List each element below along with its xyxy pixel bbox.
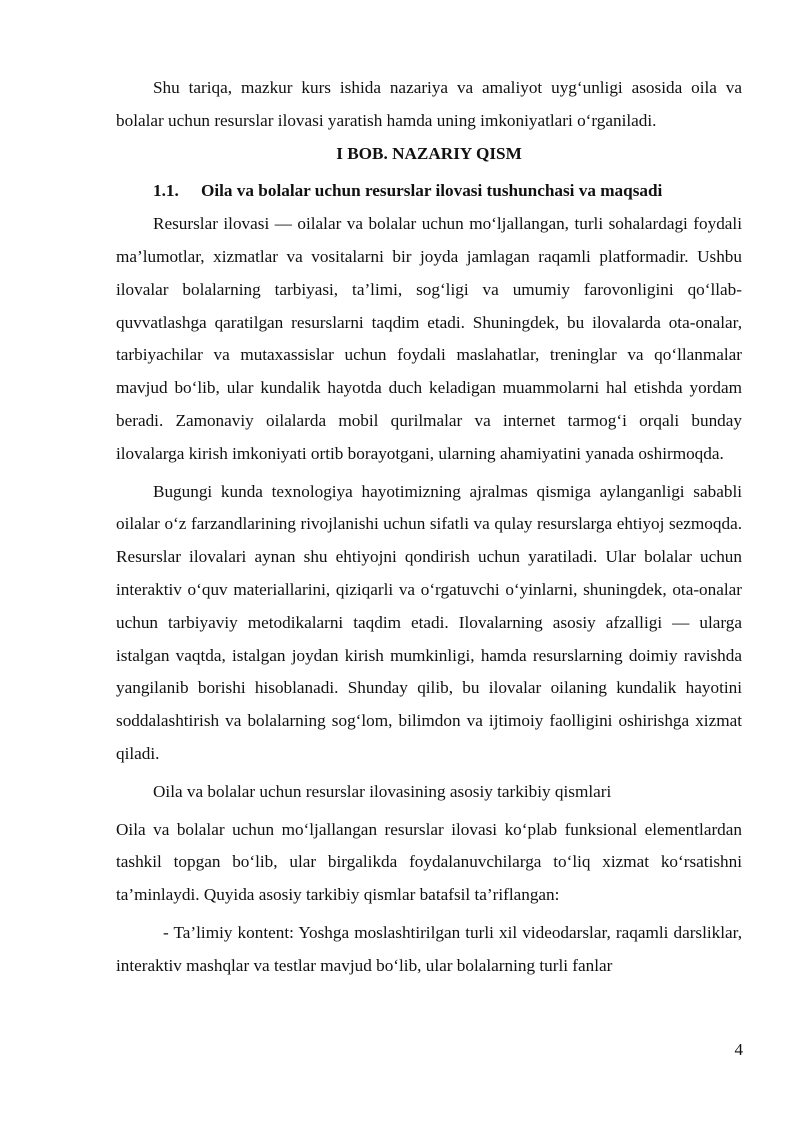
section-title: Oila va bolalar uchun resurslar ilovasi tushunchasi va maqsadi bbox=[201, 181, 663, 201]
list-item: - Ta’limiy kontent: Yoshga moslashtirilgan turli xil videodarslar, raqamli darsliklar, interaktiv mashqlar va testlar mavjud bo‘lib, ular bolalarning turli fanlar bbox=[116, 922, 742, 975]
intro-paragraph: Shu tariqa, mazkur kurs ishida nazariya va amaliyot uyg‘unligi asosida oila va bolalar uchun resurslar ilovasi yaratish hamda uning imkoniyatlari o‘rganiladi. bbox=[116, 78, 742, 130]
section-number: 1.1. bbox=[153, 181, 179, 201]
body-paragraph: Bugungi kunda texnologiya hayotimizning ajralmas qismiga aylanganligi sababli oilalar o‘z farzandlarining rivojlanishi uchun sifatli va qulay resurslarga ehtiyoj sezmoqda. Resurslar ilovalari aynan shu ehtiyojni qondirish uchun yaratiladi. Ular bolalar uchun interaktiv o‘quv materiallarini, qiziqarli va o‘rgatuvchi o‘yinlarni, shuningdek, ota-onalar uchun tarbiyaviy metodikalarni taqdim etadi. Ilovalarning asosiy afzalligi — ularga istalgan vaqtda, istalgan joydan kirish mumkinligi, hamda resurslarning doimiy ravishda yangilanib borishi hisoblanadi. Shunday qilib, bu ilovalar oilaning kundalik hayotini soddalashtirish va bolalarning sog‘lom, bilimdon va ijtimoiy faolligini oshirishga xizmat qiladi. bbox=[116, 481, 742, 763]
components-heading: Oila va bolalar uchun resurslar ilovasining asosiy tarkibiy qismlari bbox=[153, 781, 612, 801]
document-page bbox=[116, 72, 742, 983]
body-paragraph: Resurslar ilovasi — oilalar va bolalar uchun mo‘ljallangan, turli sohalardagi foydali ma’lumotlar, xizmatlar va vositalarni bir joyda jamlagan raqamli platformadir. Ushbu ilovalar bolalarning tarbiyasi, ta’limi, sog‘ligi va umumiy farovonligini qo‘llab-quvvatlashga qaratilgan resurslarni taqdim etadi. Shuningdek, bu ilovalarda ota-onalar, tarbiyachilar va mutaxassislar uchun foydali maslahatlar, treninglar va qo‘llanmalar mavjud bo‘lib, ular kundalik hayotda duch keladigan muammolarni hal etishda yordam beradi. Zamonaviy oilalarda mobil qurilmalar va internet tarmog‘i orqali bunday ilovalarga kirish imkoniyati ortib borayotgani, ularning ahamiyatini yanada oshirmoqda. bbox=[116, 214, 742, 463]
section-heading bbox=[116, 175, 742, 208]
page-number: 4 bbox=[734, 1040, 743, 1059]
components-intro-paragraph: Oila va bolalar uchun mo‘ljallangan resurslar ilovasi ko‘plab funksional elementlardan tashkil topgan bo‘lib, ular birgalikda foydalanuvchilarga to‘liq xizmat ko‘rsatishni ta’minlaydi. Quyida asosiy tarkibiy qismlar batafsil ta’riflangan: bbox=[116, 819, 742, 905]
chapter-title: I BOB. NAZARIY QISM bbox=[336, 143, 522, 163]
